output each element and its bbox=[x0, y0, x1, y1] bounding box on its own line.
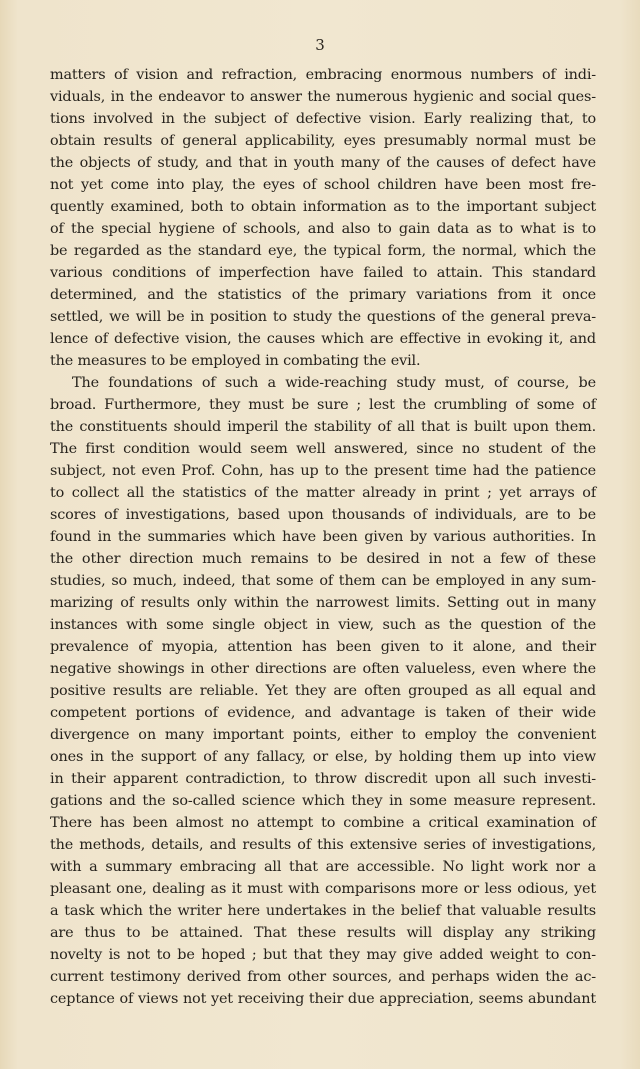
text-line: The first condition would seem well answered, since no student of the bbox=[50, 441, 596, 457]
text-line: competent portions of evidence, and advantage is taken of their wide bbox=[50, 705, 596, 721]
paragraph-end-line: the measures to be employed in combating the evil. bbox=[50, 353, 421, 369]
text-line: scores of investigations, based upon thousands of individuals, are to be bbox=[50, 507, 596, 523]
text-line: the constituents should imperil the stability of all that is built upon them. bbox=[50, 419, 596, 435]
text-line: lence of defective vision, the causes which are effective in evoking it, and bbox=[50, 331, 596, 347]
text-line: a task which the writer here undertakes in the belief that valuable results bbox=[50, 903, 596, 919]
text-line: quently examined, both to obtain information as to the important subject bbox=[50, 199, 596, 215]
text-line: prevalence of myopia, attention has been given to it alone, and their bbox=[50, 639, 596, 655]
text-line: to collect all the statistics of the matter already in print ; yet arrays of bbox=[50, 485, 596, 501]
text-line: are thus to be attained. That these results will display any striking bbox=[50, 925, 596, 941]
text-line: settled, we will be in position to study the questions of the general preva- bbox=[50, 309, 596, 325]
text-line: the methods, details, and results of this extensive series of investigations, bbox=[50, 837, 596, 853]
text-line: divergence on many important points, either to employ the convenient bbox=[50, 727, 596, 743]
text-line: studies, so much, indeed, that some of them can be employed in any sum- bbox=[50, 573, 596, 589]
text-line: current testimony derived from other sources, and perhaps widen the ac- bbox=[50, 969, 596, 985]
text-line: with a summary embracing all that are accessible. No light work nor a bbox=[50, 859, 596, 875]
text-line: be regarded as the standard eye, the typical form, the normal, which the bbox=[50, 243, 596, 259]
text-line: obtain results of general applicability, eyes presumably normal must be bbox=[50, 133, 596, 149]
text-line: of the special hygiene of schools, and also to gain data as to what is to bbox=[50, 221, 596, 237]
text-line: various conditions of imperfection have failed to attain. This standard bbox=[50, 265, 596, 281]
text-line: novelty is not to be hoped ; but that they may give added weight to con- bbox=[50, 947, 596, 963]
text-line: determined, and the statistics of the primary variations from it once bbox=[50, 287, 596, 303]
text-line: pleasant one, dealing as it must with comparisons more or less odious, yet bbox=[50, 881, 596, 897]
text-line: viduals, in the endeavor to answer the numerous hygienic and social ques- bbox=[50, 89, 596, 105]
text-line: ones in the support of any fallacy, or else, by holding them up into view bbox=[50, 749, 596, 765]
text-line: gations and the so-called science which they in some measure represent. bbox=[50, 793, 596, 809]
text-line: There has been almost no attempt to combine a critical examination of bbox=[50, 815, 596, 831]
text-line: instances with some single object in view, such as the question of the bbox=[50, 617, 596, 633]
text-line: negative showings in other directions are often valueless, even where the bbox=[50, 661, 596, 677]
page-number: 3 bbox=[315, 36, 325, 54]
text-line: the objects of study, and that in youth many of the causes of defect have bbox=[50, 155, 596, 171]
text-line: in their apparent contradiction, to throw discredit upon all such investi- bbox=[50, 771, 596, 787]
text-line: the other direction much remains to be desired in not a few of these bbox=[50, 551, 596, 567]
text-line: found in the summaries which have been given by various authorities. In bbox=[50, 529, 596, 545]
paragraph-start-line: The foundations of such a wide-reaching study must, of course, be bbox=[72, 375, 596, 391]
text-line: tions involved in the subject of defective vision. Early realizing that, to bbox=[50, 111, 596, 127]
text-line: marizing of results only within the narrowest limits. Setting out in many bbox=[50, 595, 596, 611]
text-line: not yet come into play, the eyes of school children have been most fre- bbox=[50, 177, 596, 193]
text-line: subject, not even Prof. Cohn, has up to the present time had the patience bbox=[50, 463, 596, 479]
text-line: ceptance of views not yet receiving their due appreciation, seems abundant bbox=[50, 991, 596, 1007]
text-line: broad. Furthermore, they must be sure ; lest the crumbling of some of bbox=[50, 397, 596, 413]
text-line: positive results are reliable. Yet they are often grouped as all equal and bbox=[50, 683, 596, 699]
body-text bbox=[50, 64, 596, 1010]
text-line: matters of vision and refraction, embracing enormous numbers of indi- bbox=[50, 67, 596, 83]
